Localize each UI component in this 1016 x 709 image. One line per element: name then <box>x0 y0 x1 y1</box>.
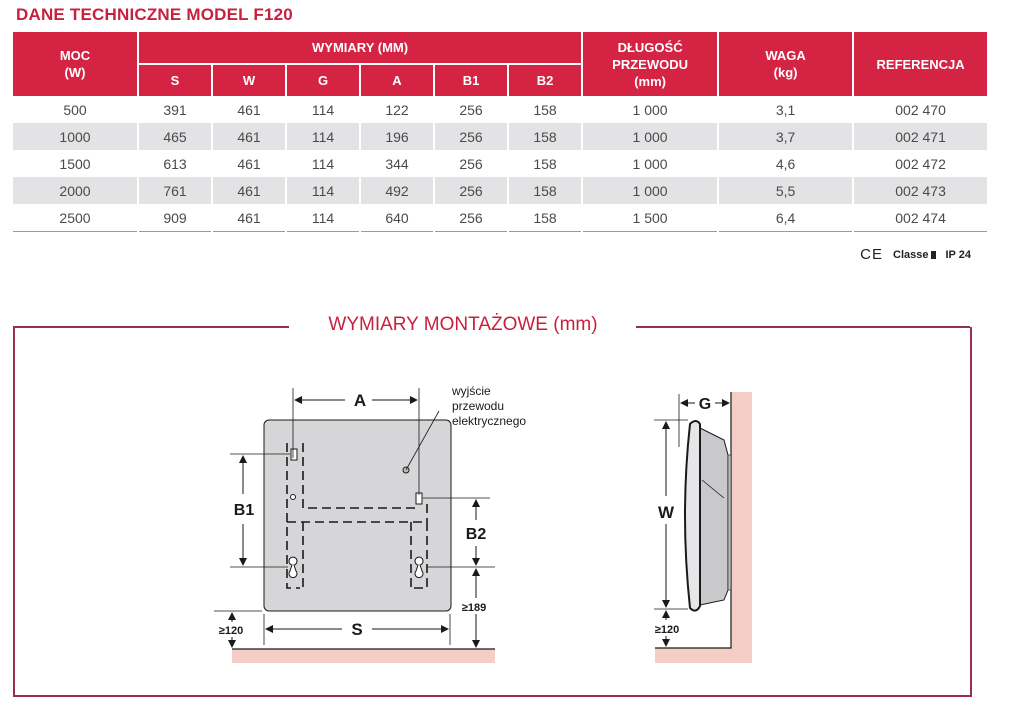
cell-b2: 158 <box>509 123 581 150</box>
cell-referencja: 002 473 <box>854 177 987 204</box>
mounting-title: WYMIARY MONTAŻOWE (mm) <box>328 314 598 335</box>
cell-b1: 256 <box>435 123 507 150</box>
label-s: S <box>351 620 363 639</box>
cell-w: 461 <box>237 101 261 118</box>
cell-dlugosc: 1 500 <box>583 204 717 232</box>
heater-body-side <box>700 428 728 605</box>
ce-mark-icon: CE <box>860 246 884 263</box>
header-waga-unit: (kg) <box>773 65 798 80</box>
cell-b1: 256 <box>459 101 483 118</box>
header-moc-unit: (W) <box>64 65 86 80</box>
cell-s: 465 <box>139 123 211 150</box>
cell-moc: 2000 <box>13 177 137 204</box>
cell-a: 492 <box>361 177 433 204</box>
ip-rating: IP 24 <box>945 248 971 261</box>
header-dlugosc-line2: PRZEWODU <box>612 56 688 72</box>
label-min-bottom: ≥189 <box>461 602 487 614</box>
cell-waga: 5,5 <box>719 177 852 204</box>
cell-waga: 3,7 <box>719 123 852 150</box>
side-view <box>654 392 752 663</box>
cell-b1: 256 <box>459 155 483 172</box>
cell-moc: 1000 <box>13 123 137 150</box>
cell-b2: 158 <box>533 101 557 118</box>
label-b2: B2 <box>465 526 487 543</box>
cable-note-line2: przewodu <box>452 399 505 413</box>
header-s: S <box>139 63 211 96</box>
header-w: W <box>213 63 285 96</box>
header-b2: B2 <box>509 63 581 96</box>
cell-g: 114 <box>311 155 335 172</box>
cell-dlugosc: 1 000 <box>583 177 717 204</box>
wall-bracket-side <box>728 455 731 590</box>
header-g: G <box>287 63 359 96</box>
cell-referencja: 002 472 <box>895 155 946 172</box>
header-wymiary: WYMIARY (MM) <box>139 32 581 63</box>
cell-s: 761 <box>139 177 211 204</box>
header-b1: B1 <box>435 63 507 96</box>
floor-front <box>232 649 495 663</box>
cell-w: 461 <box>213 123 285 150</box>
cell-w: 461 <box>237 155 261 172</box>
header-moc-label: MOC <box>59 48 91 63</box>
cell-w: 461 <box>213 204 285 232</box>
cell-g: 114 <box>287 123 359 150</box>
cell-dlugosc: 1 000 <box>583 123 717 150</box>
cell-b1: 256 <box>435 177 507 204</box>
label-min-floor-side: ≥120 <box>654 624 680 636</box>
header-referencja: REFERENCJA <box>854 32 987 96</box>
cell-moc: 1500 <box>59 155 91 172</box>
cell-referencja: 002 471 <box>854 123 987 150</box>
hole-icon <box>291 495 296 500</box>
cell-referencja: 002 474 <box>854 204 987 232</box>
cell-g: 114 <box>311 101 335 118</box>
cable-note-line1: wyjście <box>452 384 491 398</box>
cell-s: 909 <box>139 204 211 232</box>
cell-moc: 2500 <box>13 204 137 232</box>
cell-dlugosc: 1 000 <box>632 155 668 172</box>
cell-dlugosc: 1 000 <box>632 101 668 118</box>
cell-a: 196 <box>361 123 433 150</box>
heater-front-side <box>685 421 700 611</box>
cell-referencja: 002 470 <box>895 101 946 118</box>
cell-a: 640 <box>361 204 433 232</box>
page-title: DANE TECHNICZNE MODEL F120 <box>16 5 293 24</box>
cell-waga: 4,6 <box>775 155 796 172</box>
cell-s: 613 <box>163 155 187 172</box>
label-g: G <box>698 396 712 413</box>
slot-top-left-icon <box>291 449 297 460</box>
header-a: A <box>361 63 433 96</box>
cable-note-line3: elektrycznego <box>452 414 527 428</box>
cell-b2: 158 <box>509 204 581 232</box>
header-dlugosc-line3: (mm) <box>634 73 666 89</box>
cell-b2: 158 <box>533 155 557 172</box>
cell-b1: 256 <box>435 204 507 232</box>
cell-w: 461 <box>213 177 285 204</box>
label-min-floor-front: ≥120 <box>218 625 244 637</box>
cell-g: 114 <box>287 204 359 232</box>
cell-a: 122 <box>385 101 409 118</box>
cell-s: 391 <box>163 101 187 118</box>
header-dlugosc-line1: DŁUGOŚĆ <box>617 39 683 55</box>
cell-a: 344 <box>385 155 409 172</box>
cell-g: 114 <box>287 177 359 204</box>
label-b1: B1 <box>233 502 255 519</box>
header-waga-label: WAGA <box>765 48 806 63</box>
label-w: W <box>657 503 675 522</box>
cell-moc: 500 <box>63 101 87 118</box>
label-a: A <box>353 391 367 410</box>
cell-b2: 158 <box>509 177 581 204</box>
classe-text: Classe <box>893 248 929 261</box>
front-view <box>214 384 526 663</box>
cell-waga: 3,1 <box>775 101 796 118</box>
cell-waga: 6,4 <box>719 204 852 232</box>
